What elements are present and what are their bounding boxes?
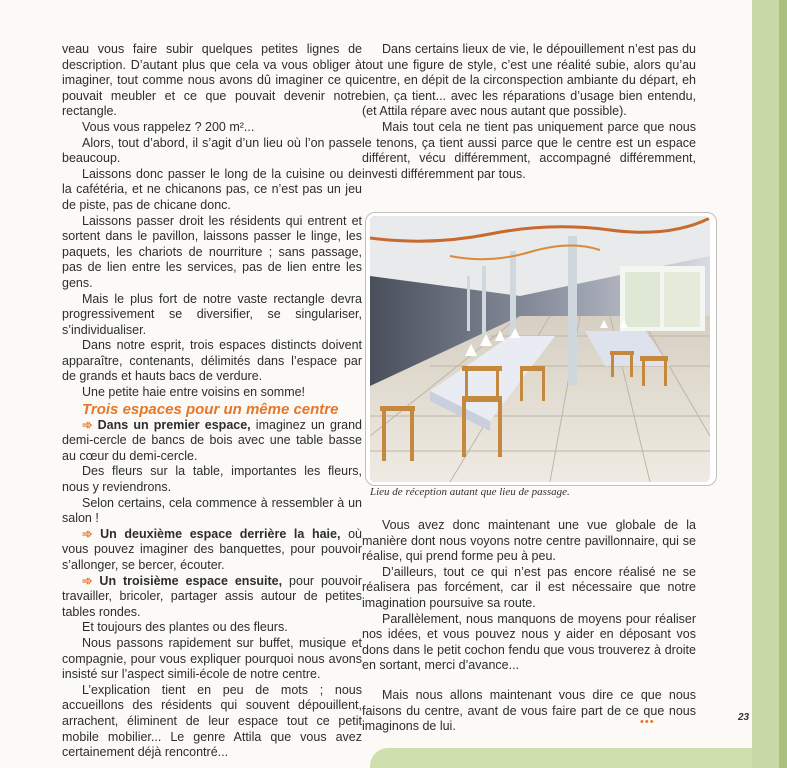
ornament-dots: ••• — [640, 716, 655, 728]
space-item-2 — [62, 527, 362, 574]
space-item-3 — [62, 574, 362, 621]
paragraph: Nous passons rapidement sur buffet, musique et compagnie, pour vous expliquer pourquoi nous avons insisté sur l’aspect simili-école de notre centre. — [62, 635, 362, 682]
paragraph: L’explication tient en peu de mots ; nous accueillons des résidents qui souvent dépouillent, arrachent, éliminent de leur espace tout ce petit mobile mobilier... Le genre Attila que vous avez certainement déjà rencontré... — [62, 682, 362, 760]
paragraph: Et toujours des plantes ou des fleurs. — [82, 620, 288, 635]
right-column-top — [362, 42, 696, 182]
paragraph: Mais nous allons maintenant vous dire ce que nous faisons du centre, avant de vous faire part de ce que nous imaginons de lui. — [362, 687, 696, 734]
bottom-green-band — [370, 748, 752, 768]
page-edge-strip — [779, 0, 787, 768]
paragraph: veau vous faire subir quelques petites lignes de description. D’autant plus que cela va vous obliger à imaginer, tout comme nous avons dû imaginer ce qui pouvait meubler et ce que pouvait devenir notre rectangle. — [62, 42, 362, 119]
section-heading: Trois espaces pour un même centre — [82, 400, 339, 418]
paragraph: Dans notre esprit, trois espaces distincts doivent apparaître, contenants, délimités dans l’espace par de grands et hauts bacs de verdure. — [62, 338, 362, 384]
paragraph: Une petite haie entre voisins en somme! — [82, 385, 306, 400]
space-item-lead: Un deuxième espace derrière la haie, — [100, 526, 341, 541]
paragraph: Vous avez donc maintenant une vue globale de la manière dont nous voyons notre centre pavillonnaire, qui se réalise, qui prend forme peu à peu. — [362, 518, 696, 564]
page-number: 23 — [738, 712, 750, 723]
paragraph: Parallèlement, nous manquons de moyens pour réaliser nos idées, et vous pouvez nous y aider en déposant vos dons dans le petit cochon fendu que vous trouverez à droite en sortant, merci d’avance... — [362, 611, 696, 673]
paragraph: Dans certains lieux de vie, le dépouillement n’est pas du tout une figure de style, c’est une réalité subie, alors qu’au centre, en dépit de la circonspection ambiante du départ, eh bien, ça tient... avec les réparations d’usage bien entendu, (et Attila répare avec nous autant que possible). — [362, 42, 696, 119]
paragraph: Vous vous rappelez ? 200 m²... — [82, 119, 255, 134]
right-column-bottom — [362, 518, 696, 735]
space-item-text: où vous pouvez imaginer des banquettes, pour pouvoir s’allonger, se bercer, écouter. — [62, 526, 362, 572]
arrow-icon: ➾ — [82, 573, 93, 588]
paragraph: Laissons passer droit les résidents qui entrent et sortent dans le pavillon, laissons passer le linge, les paquets, les chariots de nourriture ; sans passage, pas de lien entre les services, pas de lien entre les gens. — [62, 213, 362, 290]
paragraph: Alors, tout d’abord, il s’agit d’un lieu où l’on passe beaucoup. — [62, 135, 362, 166]
paragraph: Mais le plus fort de notre vaste rectangle devra progressivement se diversifier, se singulariser, s’individualiser. — [62, 291, 362, 337]
space-item-text: imaginez un grand demi-cercle de bancs de bois avec une table basse au cœur du demi-cercle. — [62, 417, 362, 463]
reception-hall-photo — [370, 216, 710, 482]
reception-hall-illustration — [370, 216, 710, 482]
page-edge-green-band — [752, 0, 787, 768]
paragraph: Selon certains, cela commence à ressembler à un salon ! — [62, 495, 362, 526]
photo-caption: Lieu de réception autant que lieu de passage. — [370, 486, 570, 498]
paragraph: Laissons donc passer le long de la cuisine ou de la cafétéria, et ne chicanons pas, ce n’est pas un jeu de piste, pas de chicane donc. — [62, 166, 362, 212]
arrow-icon: ➾ — [82, 417, 93, 432]
space-item-lead: Dans un premier espace, — [97, 417, 251, 432]
space-item-text: pour pouvoir travailler, bricoler, partager assis autour de petites tables rondes. — [62, 573, 362, 619]
paragraph: Mais tout cela ne tient pas uniquement parce que nous le tenons, ça tient aussi parce que le centre est un espace différent, vécu différemment, accompagné différemment, investi différemment par tous. — [362, 119, 696, 181]
paragraph: Des fleurs sur la table, importantes les fleurs, nous y reviendrons. — [62, 464, 362, 495]
left-column — [62, 42, 362, 761]
space-item-1 — [62, 418, 362, 465]
space-item-lead: Un troisième espace ensuite, — [99, 573, 283, 588]
arrow-icon: ➾ — [82, 526, 93, 541]
paragraph: D’ailleurs, tout ce qui n’est pas encore réalisé ne se réalisera pas forcément, car il est nécessaire que notre imagination poursuive sa route. — [362, 564, 696, 610]
